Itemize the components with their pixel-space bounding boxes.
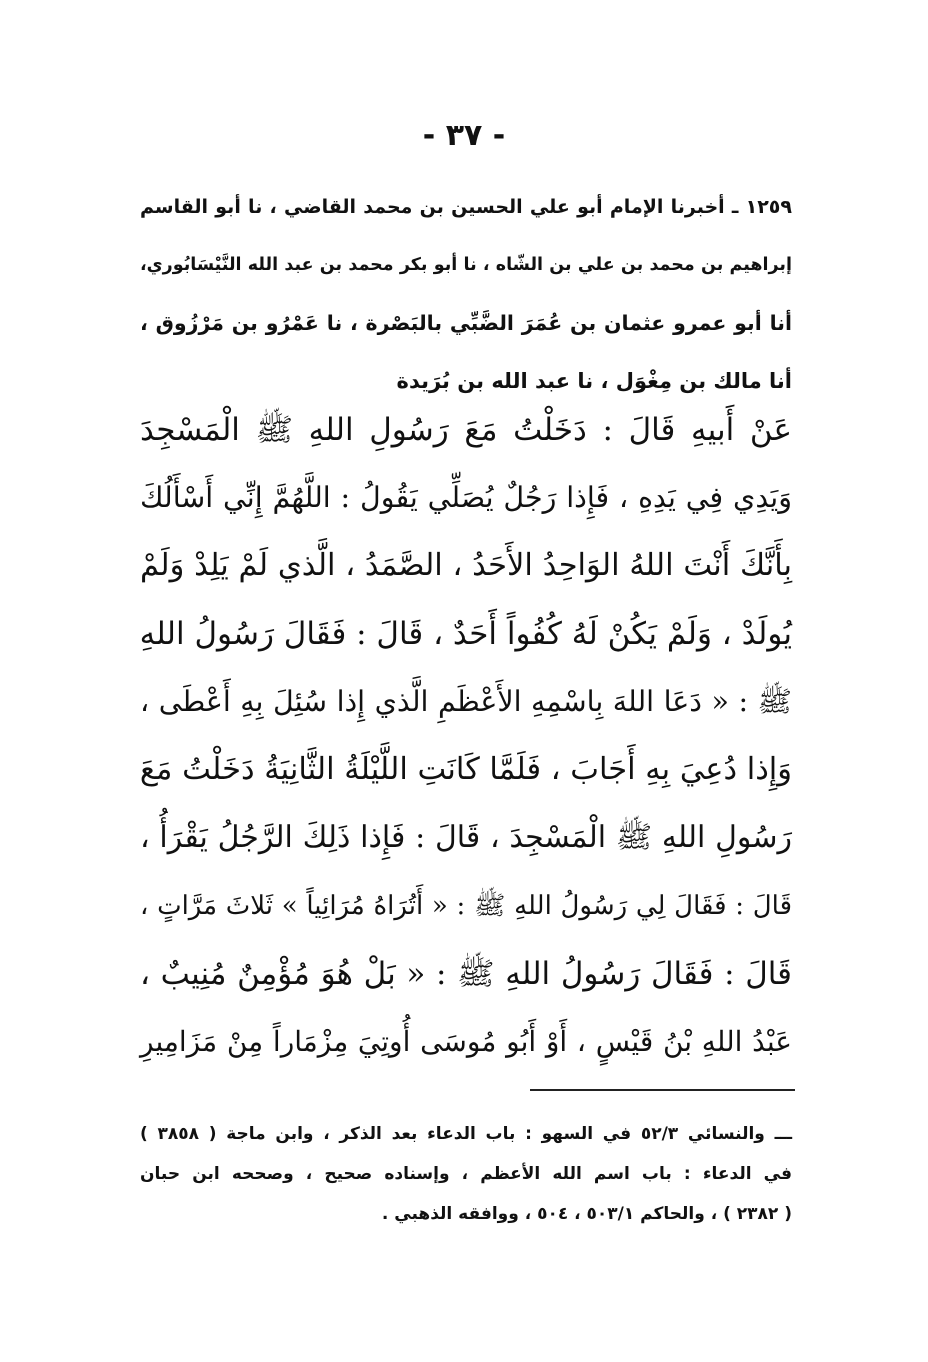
- isnad-line: أنا أبو عمرو عثمان بن عُمَرَ الضَّبِّي بالبَصْرة ، نا عَمْرُو بن مَرْزُوق ،: [140, 311, 792, 335]
- hadith-text: [140, 396, 792, 1076]
- isnad-line: إبراهيم بن محمد بن علي بن الشّاه ، نا أبو بكر محمد بن عبد الله النَّيْسَابُوري،: [140, 255, 792, 275]
- footnote-line: ـــ والنسائي ٥٢/٣ في السهو : باب الدعاء بعد الذكر ، وابن ماجة ( ٣٨٥٨ ): [140, 1124, 793, 1144]
- matn-line: عَنْ أَبيهِ قَالَ : دَخَلْتُ مَعَ رَسُولِ اللهِ ﷺ الْمَسْجِدَ: [140, 412, 792, 448]
- isnad-line: أنا مالك بن مِغْوَل ، نا عبد الله بن بُرَيدة: [396, 369, 792, 393]
- matn-line: قَالَ : فَقَالَ رَسُولُ اللهِ ﷺ : « بَلْ هُوَ مُؤْمِنٌ مُنِيبٌ ،: [140, 956, 792, 992]
- footnote-line: ( ٢٣٨٢ ) ، والحاكم ٥٠٣/١ ، ٥٠٤ ، ووافقه الذهبي .: [381, 1204, 792, 1224]
- page-number: - ٣٧ -: [422, 118, 506, 153]
- matn-line: وَإِذا دُعِيَ بِهِ أَجَابَ ، فَلَمَّا كَانَتِ اللَّيْلَةُ الثَّانِيَةُ دَخَلْتُ مَعَ: [139, 752, 792, 787]
- hadith-chain-of-narration: [140, 178, 792, 410]
- matn-line: يُولَدْ ، وَلَمْ يَكُنْ لَهُ كُفُواً أَحَدٌ ، قَالَ : فَقَالَ رَسُولُ اللهِ: [139, 616, 792, 652]
- matn-line: ﷺ : « دَعَا اللهَ بِاسْمِهِ الأَعْظَمِ الَّذي إِذا سُئِلَ بِهِ أَعْطَى ،: [140, 685, 792, 718]
- matn-line: قَالَ : فَقَالَ لِي رَسُولُ اللهِ ﷺ : « أَتُرَاهُ مُرَائِياً » ثَلاثَ مَرَّاتٍ ،: [140, 891, 792, 921]
- matn-line: عَبْدُ اللهِ بْنُ قَيْسٍ ، أَوْ أَبُو مُوسَى أُوتِيَ مِزْمَاراً مِنْ مَزَامِيرِ: [140, 1025, 792, 1058]
- footnotes: [140, 1114, 792, 1234]
- footnote-divider: [530, 1089, 795, 1091]
- isnad-line: ١٢٥٩ ـ أخبرنا الإمام أبو علي الحسين بن محمد القاضي ، نا أبو القاسم: [140, 196, 792, 218]
- matn-line: بِأَنَّكَ أَنْتَ اللهُ الوَاحِدُ الأَحَدُ ، الصَّمَدُ ، الَّذي لَمْ يَلِدْ وَلَمْ: [140, 548, 792, 583]
- matn-line: رَسُولِ اللهِ ﷺ الْمَسْجِدَ ، قَالَ : فَإِذا ذَلِكَ الرَّجُلُ يَقْرَأُ ،: [140, 820, 792, 855]
- footnote-line: في الدعاء : باب اسم الله الأعظم ، وإسناده صحيح ، وصححه ابن حبان: [140, 1164, 792, 1184]
- matn-line: وَيَدِي فِي يَدِهِ ، فَإِذا رَجُلٌ يُصَلِّي يَقُولُ : اللَّهُمَّ إِنِّي أَسْأَلُكَ: [140, 481, 792, 514]
